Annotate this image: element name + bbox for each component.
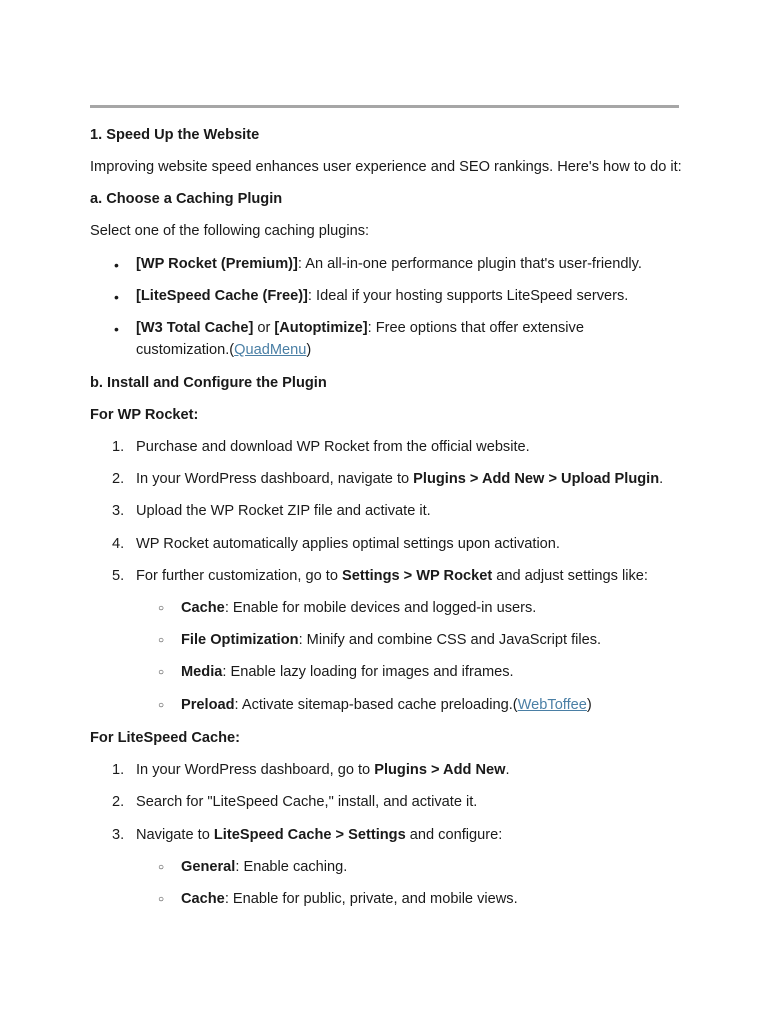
circle-bullet-icon: ○ [158,667,165,678]
circle-bullet-icon: ○ [158,603,165,614]
setting-item [181,661,514,683]
step-number: 1. [112,762,125,778]
step-pre: In your WordPress dashboard, go to [136,762,375,778]
step-number: 1. [112,439,125,455]
step-text: WP Rocket automatically applies optimal settings upon activation. [136,536,560,552]
step-number: 3. [112,503,125,519]
litespeed-heading: For LiteSpeed Cache: [90,730,241,746]
step-text: Purchase and download WP Rocket from the official website. [136,439,530,455]
setting-item [181,597,536,619]
closing-paren: ) [306,342,312,358]
plugin-name: [WP Rocket (Premium)] [136,256,298,272]
step-post: and adjust settings like: [492,568,648,584]
section-1-intro: Improving website speed enhances user experience and SEO rankings. Here's how to do it: [90,159,682,175]
menu-path: Plugins > Add New > Upload Plugin [413,471,660,487]
step-text [136,759,510,781]
list-item-continuation [136,339,311,361]
circle-bullet-icon: ○ [158,635,165,646]
setting-desc: : Enable caching. [235,859,348,875]
setting-name: Media [181,664,223,680]
setting-desc: : Enable for public, private, and mobile views. [224,891,518,907]
section-a-intro: Select one of the following caching plugins: [90,223,370,239]
menu-path: LiteSpeed Cache > Settings [213,827,406,843]
plugin-desc: : Ideal if your hosting supports LiteSpeed servers. [307,288,629,304]
step-pre: Navigate to [136,827,214,843]
step-text [136,565,648,587]
setting-desc: : Enable for mobile devices and logged-in users. [224,600,537,616]
step-number: 5. [112,568,125,584]
step-number: 3. [112,827,125,843]
list-item [136,253,642,275]
closing-paren: ) [586,697,592,713]
section-a-heading: a. Choose a Caching Plugin [90,191,283,207]
step-text: Upload the WP Rocket ZIP file and activate it. [136,503,431,519]
setting-name: File Optimization [181,632,299,648]
plugin-name: [W3 Total Cache] [136,320,254,336]
step-number: 2. [112,471,125,487]
step-post: . [505,762,510,778]
quadmenu-link[interactable]: QuadMenu [234,342,307,358]
bullet-icon: • [114,289,119,305]
setting-desc: : Minify and combine CSS and JavaScript files. [298,632,602,648]
bullet-icon: • [114,321,119,337]
bullet-icon: • [114,257,119,273]
horizontal-rule [90,105,679,108]
webtoffee-link[interactable]: WebToffee [517,697,587,713]
setting-name: General [181,859,236,875]
connector-text: or [253,320,275,336]
setting-item [181,694,592,716]
plugin-name: [LiteSpeed Cache (Free)] [136,288,308,304]
setting-name: Preload [181,697,235,713]
section-b-heading: b. Install and Configure the Plugin [90,375,327,391]
wp-rocket-heading: For WP Rocket: [90,407,199,423]
list-item [136,285,628,307]
step-text: Search for "LiteSpeed Cache," install, and activate it. [136,794,478,810]
setting-item [181,629,601,651]
circle-bullet-icon: ○ [158,700,165,711]
setting-name: Cache [181,600,225,616]
plugin-name: [Autoptimize] [274,320,368,336]
step-number: 4. [112,536,125,552]
circle-bullet-icon: ○ [158,862,165,873]
step-post: and configure: [405,827,503,843]
setting-desc: : Enable lazy loading for images and iframes. [222,664,514,680]
section-1-heading: 1. Speed Up the Website [90,127,260,143]
plugin-desc: : An all-in-one performance plugin that's user-friendly. [297,256,642,272]
step-number: 2. [112,794,125,810]
circle-bullet-icon: ○ [158,894,165,905]
list-item [136,317,584,339]
step-text [136,468,663,490]
setting-item [181,856,347,878]
step-pre: For further customization, go to [136,568,343,584]
step-post: . [659,471,664,487]
menu-path: Plugins > Add New [374,762,506,778]
plugin-desc: customization.( [136,342,235,358]
step-text [136,824,502,846]
setting-item [181,888,518,910]
plugin-desc: : Free options that offer extensive [367,320,584,336]
step-pre: In your WordPress dashboard, navigate to [136,471,414,487]
menu-path: Settings > WP Rocket [342,568,493,584]
setting-name: Cache [181,891,225,907]
setting-desc: : Activate sitemap-based cache preloading.( [234,697,518,713]
